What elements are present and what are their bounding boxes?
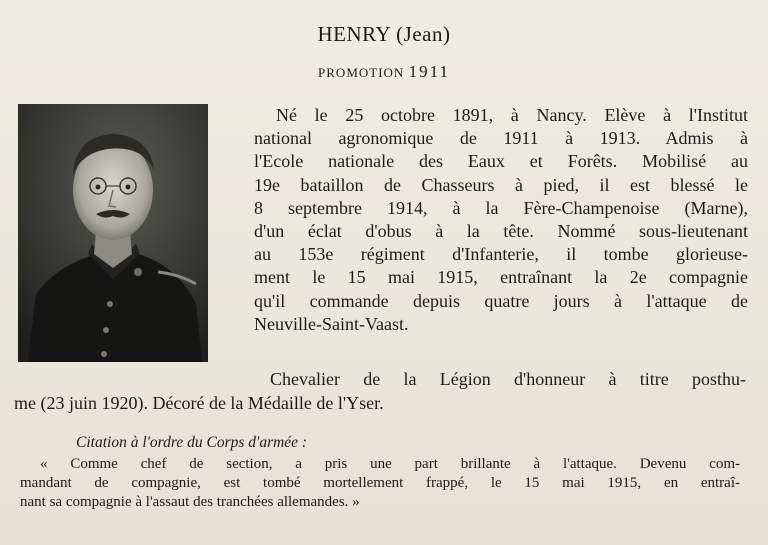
biography-line: d'un éclat d'obus à la tête. Nommé sous-lieutenant	[254, 221, 748, 242]
promotion-heading	[0, 62, 768, 82]
citation-heading: Citation à l'ordre du Corps d'armée :	[76, 434, 308, 451]
honors-line: Chevalier de la Légion d'honneur à titre posthu-	[270, 369, 746, 389]
biography-line: national agronomique de 1911 à 1913. Admis à	[254, 128, 748, 149]
biography-line: Neuville-Saint-Vaast.	[254, 313, 409, 334]
biography-line: 8 septembre 1914, à la Fère-Champenoise (Marne),	[254, 197, 748, 218]
portrait-photo	[18, 104, 208, 362]
biography-paragraph	[254, 104, 748, 336]
citation-line: mandant de compagnie, est tombé mortellement frappé, le 15 mai 1915, en entraî-	[20, 475, 740, 491]
promotion-year: 1911	[408, 62, 450, 81]
biography-line: 19e bataillon de Chasseurs à pied, il est blessé le	[254, 174, 748, 195]
person-name-heading: HENRY (Jean)	[317, 22, 451, 46]
promotion-label: PROMOTION	[318, 65, 405, 80]
citation-line: « Comme chef de section, a pris une part brillante à l'attaque. Devenu com-	[40, 456, 740, 472]
citation-paragraph	[20, 455, 740, 512]
honors-line: me (23 juin 1920). Décoré de la Médaille de l'Yser.	[14, 392, 384, 413]
portrait-image	[18, 104, 208, 362]
biography-line: ment le 15 mai 1915, entraînant la 2e compagnie	[254, 267, 748, 288]
biography-line: Né le 25 octobre 1891, à Nancy. Elève à l'Institut	[276, 105, 748, 125]
biography-line: qu'il commande depuis quatre jours à l'attaque de	[254, 290, 748, 311]
biography-line: au 153e régiment d'Infanterie, il tombe glorieuse-	[254, 244, 748, 265]
citation-line: nant sa compagnie à l'assaut des tranchées allemandes. »	[20, 494, 360, 510]
honors-paragraph	[14, 368, 746, 415]
biography-line: l'Ecole nationale des Eaux et Forêts. Mobilisé au	[254, 151, 748, 172]
